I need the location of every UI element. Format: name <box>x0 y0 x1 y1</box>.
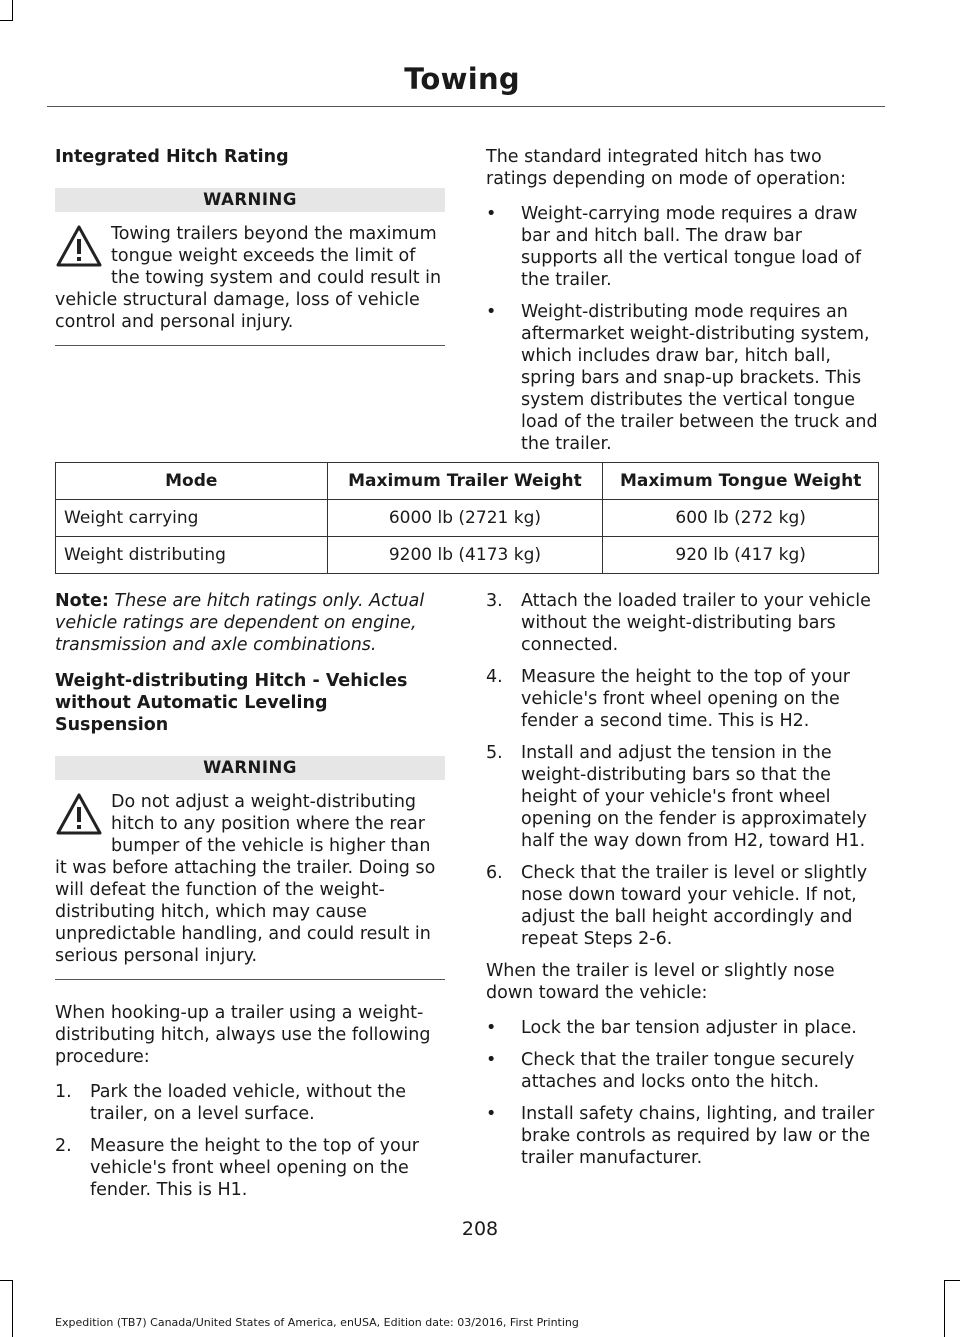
crop-mark <box>944 1280 960 1281</box>
table-cell: Weight distributing <box>56 537 328 574</box>
list-item: • Check that the trailer tongue securely attaches and locks onto the hitch. <box>486 1050 855 1092</box>
section-heading: Integrated Hitch Rating <box>55 147 289 167</box>
warning-box <box>55 791 445 967</box>
left-column-bottom <box>55 590 445 1211</box>
header-divider <box>47 106 885 107</box>
list-item: 5. Install and adjust the tension in the weight-distributing bars so that the height of your vehicle's front wheel opening on the fender is approximately half the way down from H2, toward H1. <box>486 743 867 851</box>
table-row <box>56 537 879 574</box>
warning-divider <box>55 979 445 980</box>
footer-text: Expedition (TB7) Canada/United States of America, enUSA, Edition date: 03/2016, First Printing <box>55 1316 579 1329</box>
section-heading: Weight-distributing Hitch - Vehicles without Automatic Leveling Suspension <box>55 671 408 735</box>
bullet-marker: • <box>486 1104 497 1124</box>
warning-label: WARNING <box>55 756 445 780</box>
note-label: Note: <box>55 591 109 611</box>
list-item: 6. Check that the trailer is level or slightly nose down toward your vehicle. If not, adjust the ball height accordingly and repeat Steps 2-6. <box>486 863 868 949</box>
list-item: 2. Measure the height to the top of your vehicle's front wheel opening on the fender. This is H1. <box>55 1136 419 1200</box>
table-cell: 920 lb (417 kg) <box>603 537 879 574</box>
after-paragraph: When the trailer is level or slightly nose down toward the vehicle: <box>486 961 835 1003</box>
column-header: Maximum Trailer Weight <box>327 463 603 500</box>
procedure-intro: When hooking-up a trailer using a weight-distributing hitch, always use the following procedure: <box>55 1003 431 1067</box>
right-column-bottom <box>486 590 880 1179</box>
table-row <box>56 500 879 537</box>
list-item: • Weight-distributing mode requires an aftermarket weight-distributing system, which includes draw bar, hitch ball, spring bars and snap-up brackets. This system distributes the vertical tongue load of the trailer between the truck and the trailer. <box>486 302 878 454</box>
table-cell: Weight carrying <box>56 500 328 537</box>
page-title: Towing <box>404 62 520 96</box>
crop-mark <box>944 1280 945 1337</box>
table-cell: 600 lb (272 kg) <box>603 500 879 537</box>
table-header-row <box>56 463 879 500</box>
warning-triangle-icon <box>55 792 103 836</box>
warning-triangle-icon <box>55 224 103 268</box>
list-item: • Weight-carrying mode requires a draw bar and hitch ball. The draw bar supports all the vertical tongue load of the trailer. <box>486 204 861 290</box>
list-item: 1. Park the loaded vehicle, without the trailer, on a level surface. <box>55 1082 407 1124</box>
bullet-list <box>486 1017 880 1169</box>
warning-text: Do not adjust a weight-distributing hitch to any position where the rear bumper of the vehicle is higher than it was before attaching the trailer. Doing so will defeat the function of the weight-distributing hitch, which may cause unpredictable handling, and could result in serious personal injury. <box>55 792 436 966</box>
note-text: These are hitch ratings only. Actual vehicle ratings are dependent on engine, transmission and axle combinations. <box>55 591 425 655</box>
crop-mark <box>0 20 13 21</box>
list-item: 4. Measure the height to the top of your vehicle's front wheel opening on the fender a second time. This is H2. <box>486 667 850 731</box>
left-column-top <box>55 146 445 346</box>
step-number: 3. <box>486 591 503 611</box>
crop-mark <box>12 1280 13 1337</box>
page-number: 208 <box>461 1218 499 1240</box>
bullet-marker: • <box>486 204 497 224</box>
list-item: • Lock the bar tension adjuster in place. <box>486 1018 857 1038</box>
table-cell: 6000 lb (2721 kg) <box>327 500 603 537</box>
numbered-list <box>486 590 880 950</box>
table-cell: 9200 lb (4173 kg) <box>327 537 603 574</box>
column-header: Maximum Tongue Weight <box>603 463 879 500</box>
hitch-rating-table <box>55 462 879 574</box>
step-number: 1. <box>55 1082 72 1102</box>
bullet-marker: • <box>486 302 497 322</box>
intro-paragraph: The standard integrated hitch has two ratings depending on mode of operation: <box>486 147 846 189</box>
step-number: 6. <box>486 863 503 883</box>
step-number: 5. <box>486 743 503 763</box>
bullet-marker: • <box>486 1050 497 1070</box>
column-header: Mode <box>56 463 328 500</box>
right-column-top <box>486 146 880 465</box>
warning-box <box>55 223 445 333</box>
numbered-list <box>55 1081 445 1201</box>
warning-text: Towing trailers beyond the maximum tongue weight exceeds the limit of the towing system and could result in vehicle structural damage, loss of vehicle control and personal injury. <box>55 224 442 332</box>
warning-label: WARNING <box>55 188 445 212</box>
bullet-marker: • <box>486 1018 497 1038</box>
list-item: • Install safety chains, lighting, and trailer brake controls as required by law or the trailer manufacturer. <box>486 1104 875 1168</box>
list-item: 3. Attach the loaded trailer to your vehicle without the weight-distributing bars connected. <box>486 591 871 655</box>
bullet-list <box>486 203 880 455</box>
step-number: 2. <box>55 1136 72 1156</box>
note-paragraph <box>55 590 445 656</box>
crop-mark <box>12 0 13 20</box>
crop-mark <box>0 1280 13 1281</box>
step-number: 4. <box>486 667 503 687</box>
warning-divider <box>55 345 445 346</box>
